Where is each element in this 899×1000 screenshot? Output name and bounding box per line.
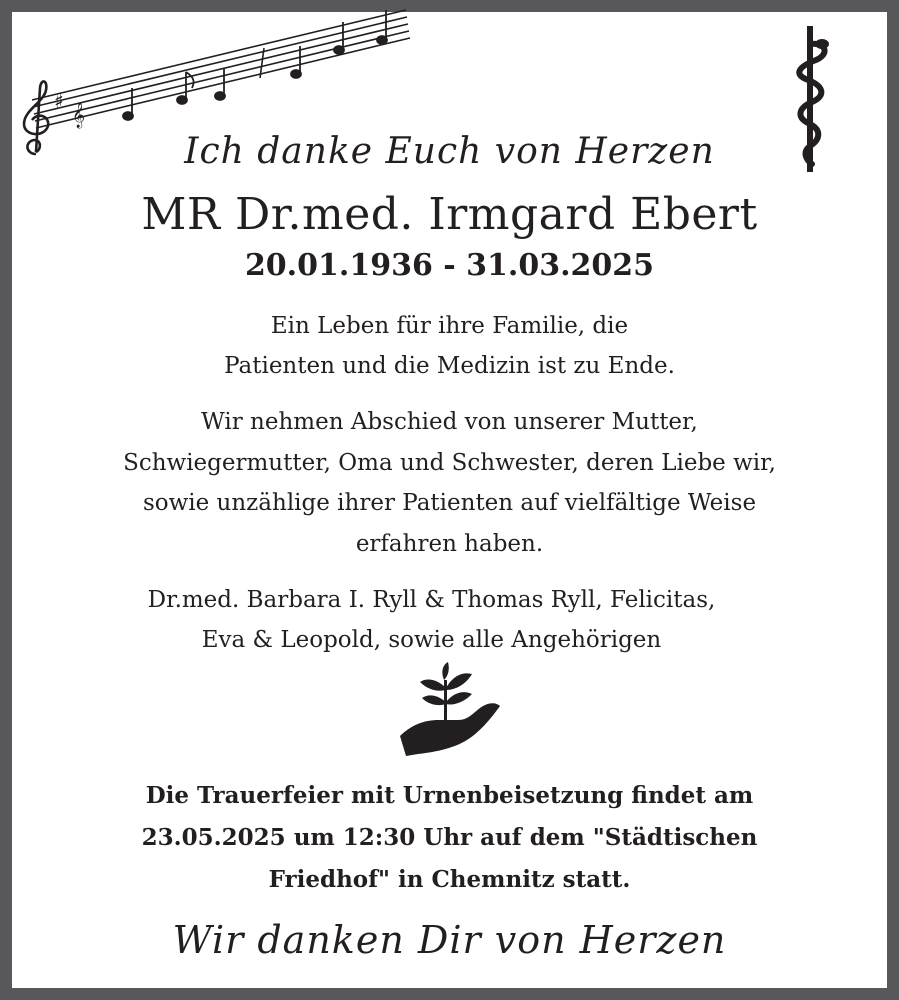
hand-with-seedling-icon xyxy=(396,662,504,758)
headline-script: Ich danke Euch von Herzen xyxy=(184,131,715,172)
farewell-line: erfahren haben. xyxy=(355,531,544,557)
closing-script: Wir danken Dir von Herzen xyxy=(172,918,727,962)
farewell-line: Schwiegermutter, Oma und Schwester, deren Liebe wir, xyxy=(123,450,776,476)
tribute-line: Patienten und die Medizin ist zu Ende. xyxy=(224,353,675,379)
svg-text:𝄞: 𝄞 xyxy=(72,103,86,128)
farewell-line: sowie unzählige ihrer Patienten auf vielfältige Weise xyxy=(142,490,757,516)
ceremony-line: Friedhof" in Chemnitz statt. xyxy=(268,866,631,893)
farewell-line: Wir nehmen Abschied von unserer Mutter, xyxy=(201,409,698,435)
deceased-name: MR Dr.med. Irmgard Ebert xyxy=(141,189,758,240)
ceremony-line: Die Trauerfeier mit Urnenbeisetzung findet am xyxy=(145,782,754,809)
svg-text:♯: ♯ xyxy=(54,89,64,113)
tribute-line: Ein Leben für ihre Familie, die xyxy=(270,313,629,339)
ceremony-line: 23.05.2025 um 12:30 Uhr auf dem "Städtischen xyxy=(141,824,758,851)
life-dates: 20.01.1936 - 31.03.2025 xyxy=(244,248,655,283)
family-line: Eva & Leopold, sowie alle Angehörigen xyxy=(201,627,662,653)
family-line: Dr.med. Barbara I. Ryll & Thomas Ryll, Felicitas, xyxy=(147,587,716,613)
